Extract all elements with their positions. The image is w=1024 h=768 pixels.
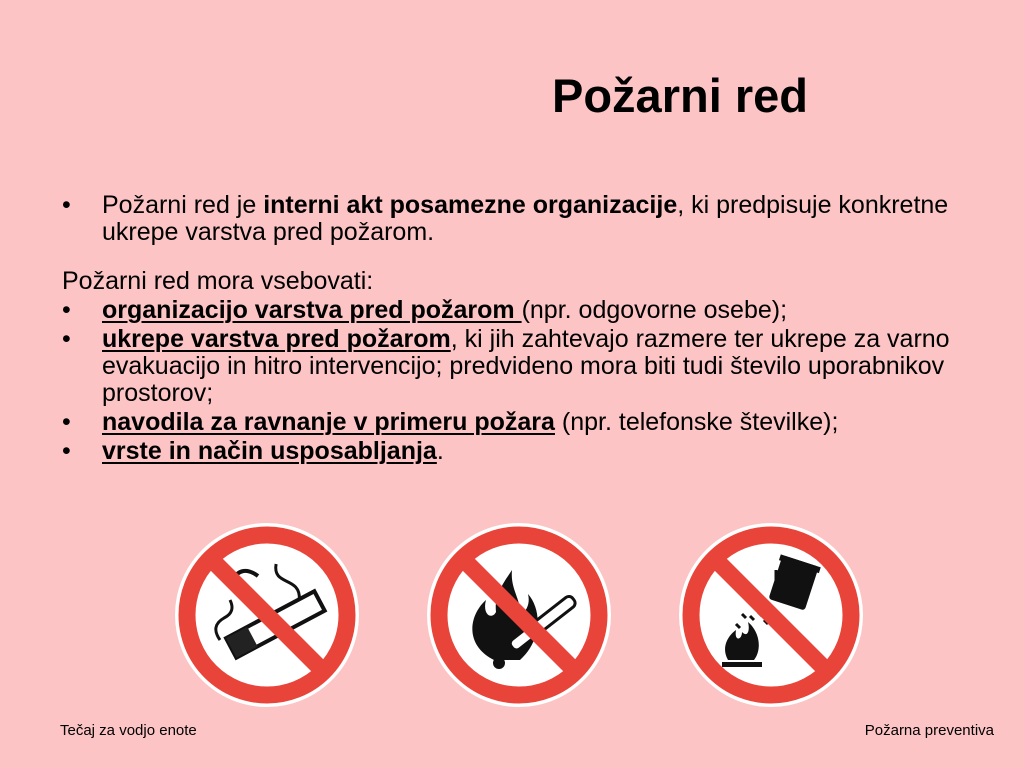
bullet-glyph: • xyxy=(62,408,71,436)
footer-topic: Požarna preventiva xyxy=(864,722,994,739)
bullet-glyph: • xyxy=(62,191,71,219)
footer-course-name: Tečaj za vodjo enote xyxy=(60,722,197,739)
bullet-glyph: • xyxy=(62,325,71,353)
prohibition-signs xyxy=(0,520,1024,710)
list-item xyxy=(62,438,972,465)
definition-post: , ki predpisuje konkretne ukrepe varstva pred požarom. xyxy=(102,191,949,246)
list-item xyxy=(62,297,972,324)
definition-bold: interni akt posamezne organizacije xyxy=(263,191,678,219)
list-item-bold: vrste in način usposabljanja xyxy=(102,437,437,465)
list-item-text: (npr. odgovorne osebe); xyxy=(521,296,788,324)
no-open-flame-sign-icon xyxy=(424,520,614,710)
lead-line: Požarni red mora vsebovati: xyxy=(62,267,374,295)
list-item-bold: ukrepe varstva pred požarom xyxy=(102,325,451,353)
list-item-text: (npr. telefonske številke); xyxy=(554,408,839,436)
list-item-text: , ki jih zahtevajo razmere ter ukrepe za varno evakuacijo in hitro intervencijo; predvideno mora biti tudi število uporabnikov prostorov; xyxy=(102,325,950,407)
bullet-glyph: • xyxy=(62,437,71,465)
slide-content xyxy=(62,192,972,465)
list-item-text: . xyxy=(436,437,444,465)
list-item-bold: navodila za ravnanje v primeru požara xyxy=(102,408,555,436)
list-item-bold: organizacijo varstva pred požarom xyxy=(102,296,522,324)
bullet-item-definition xyxy=(62,192,972,246)
definition-pre: Požarni red je xyxy=(102,191,264,219)
list-item xyxy=(62,409,972,436)
no-smoking-sign-icon xyxy=(172,520,362,710)
list-item xyxy=(62,326,972,407)
slide-title: Požarni red xyxy=(552,69,808,122)
bullet-glyph: • xyxy=(62,296,71,324)
no-flammable-liquid-sign-icon xyxy=(676,520,866,710)
